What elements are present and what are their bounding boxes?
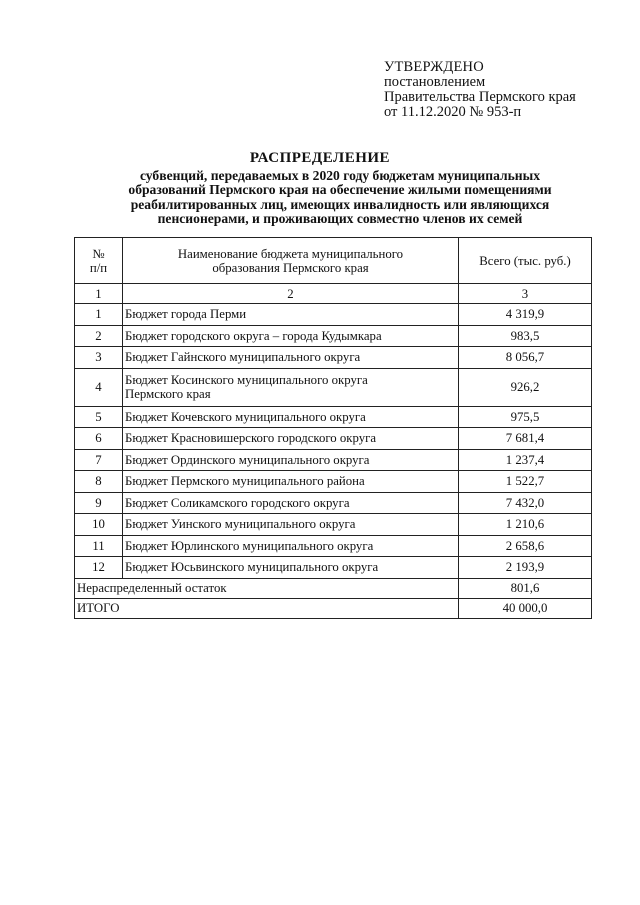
row-total: 975,5	[459, 406, 592, 428]
row-budget-name	[123, 304, 459, 326]
table-row	[75, 557, 592, 579]
approval-line-2: Правительства Пермского края	[384, 89, 576, 105]
row-total: 1 522,7	[459, 471, 592, 493]
row-budget-name	[123, 492, 459, 514]
row-total: 1 210,6	[459, 514, 592, 536]
subtitle-line: образований Пермского края на обеспечение жилыми помещениями	[128, 182, 552, 198]
row-budget-name	[123, 514, 459, 536]
table-row	[75, 347, 592, 369]
row-budget-name	[123, 368, 459, 406]
budget-name-line: Бюджет Пермского муниципального района	[125, 474, 365, 489]
document-title: РАСПРЕДЕЛЕНИЕ	[249, 150, 391, 166]
row-total: 8 056,7	[459, 347, 592, 369]
budget-name-line: Бюджет Красновишерского городского округа	[125, 431, 377, 446]
row-total: 7 681,4	[459, 428, 592, 450]
grand-total-row	[75, 598, 592, 618]
row-budget-name	[123, 557, 459, 579]
approval-heading: УТВЕРЖДЕНО	[384, 59, 484, 75]
row-number: 2	[75, 325, 123, 347]
row-number: 12	[75, 557, 123, 579]
budget-name-line: Бюджет города Перми	[125, 307, 247, 322]
subtitle-line: реабилитированных лиц, имеющих инвалидность или являющихся	[130, 196, 550, 212]
column-index: 2	[123, 284, 459, 304]
row-number: 5	[75, 406, 123, 428]
row-number: 4	[75, 368, 123, 406]
table-row	[75, 368, 592, 406]
row-number: 7	[75, 449, 123, 471]
subtitle-line: субвенций, передаваемых в 2020 году бюджетам муниципальных	[139, 168, 541, 183]
unallocated-total: 801,6	[459, 578, 592, 598]
distribution-table	[74, 237, 592, 619]
row-total: 2 658,6	[459, 535, 592, 557]
row-budget-name	[123, 325, 459, 347]
table-row	[75, 304, 592, 326]
row-total: 983,5	[459, 325, 592, 347]
budget-name-line: Пермского края	[125, 387, 211, 401]
row-budget-name	[123, 535, 459, 557]
table-row	[75, 514, 592, 536]
budget-name-line: Бюджет городского округа – города Кудымкара	[125, 328, 382, 343]
grand-total-label: ИТОГО	[75, 598, 459, 618]
approval-stamp	[384, 60, 576, 120]
row-number: 10	[75, 514, 123, 536]
row-budget-name	[123, 471, 459, 493]
grand-total-value: 40 000,0	[459, 598, 592, 618]
table-header-row	[75, 238, 592, 284]
table-row	[75, 492, 592, 514]
column-index: 3	[459, 284, 592, 304]
budget-name-line: Бюджет Кочевского муниципального округа	[125, 409, 366, 424]
row-number: 3	[75, 347, 123, 369]
budget-name-line: Бюджет Гайнского муниципального округа	[125, 350, 361, 365]
row-total: 4 319,9	[459, 304, 592, 326]
approval-line-3: от 11.12.2020 № 953-п	[384, 104, 522, 120]
budget-name-line: Бюджет Юсьвинского муниципального округа	[125, 560, 379, 575]
row-number: 11	[75, 535, 123, 557]
row-total: 7 432,0	[459, 492, 592, 514]
table-row	[75, 471, 592, 493]
budget-name-line: Бюджет Соликамского городского округа	[125, 495, 350, 510]
row-budget-name	[123, 449, 459, 471]
row-budget-name	[123, 406, 459, 428]
row-number: 9	[75, 492, 123, 514]
row-budget-name	[123, 428, 459, 450]
table-row	[75, 535, 592, 557]
header-number: № п/п	[75, 238, 123, 284]
table-row	[75, 449, 592, 471]
table-row	[75, 325, 592, 347]
row-budget-name	[123, 347, 459, 369]
table-row	[75, 406, 592, 428]
approval-line-1: постановлением	[384, 74, 486, 90]
subtitle-line: пенсионерами, и проживающих совместно членов их семей	[157, 211, 523, 227]
budget-name-line: Бюджет Юрлинского муниципального округа	[125, 538, 374, 553]
column-index: 1	[75, 284, 123, 304]
budget-name-line: Бюджет Уинского муниципального округа	[125, 517, 356, 532]
row-number: 1	[75, 304, 123, 326]
budget-name-line: Бюджет Ординского муниципального округа	[125, 452, 370, 467]
row-total: 1 237,4	[459, 449, 592, 471]
row-total: 2 193,9	[459, 557, 592, 579]
unallocated-row	[75, 578, 592, 598]
column-index-row	[75, 284, 592, 304]
header-budget-name: Наименование бюджета муниципального образования Пермского края	[123, 238, 459, 284]
row-total: 926,2	[459, 368, 592, 406]
unallocated-label: Нераспределенный остаток	[75, 578, 459, 598]
header-total: Всего (тыс. руб.)	[459, 238, 592, 284]
row-number: 8	[75, 471, 123, 493]
document-subtitle	[80, 169, 600, 227]
budget-name-line: Бюджет Косинского муниципального округа	[125, 373, 368, 387]
table-row	[75, 428, 592, 450]
row-number: 6	[75, 428, 123, 450]
